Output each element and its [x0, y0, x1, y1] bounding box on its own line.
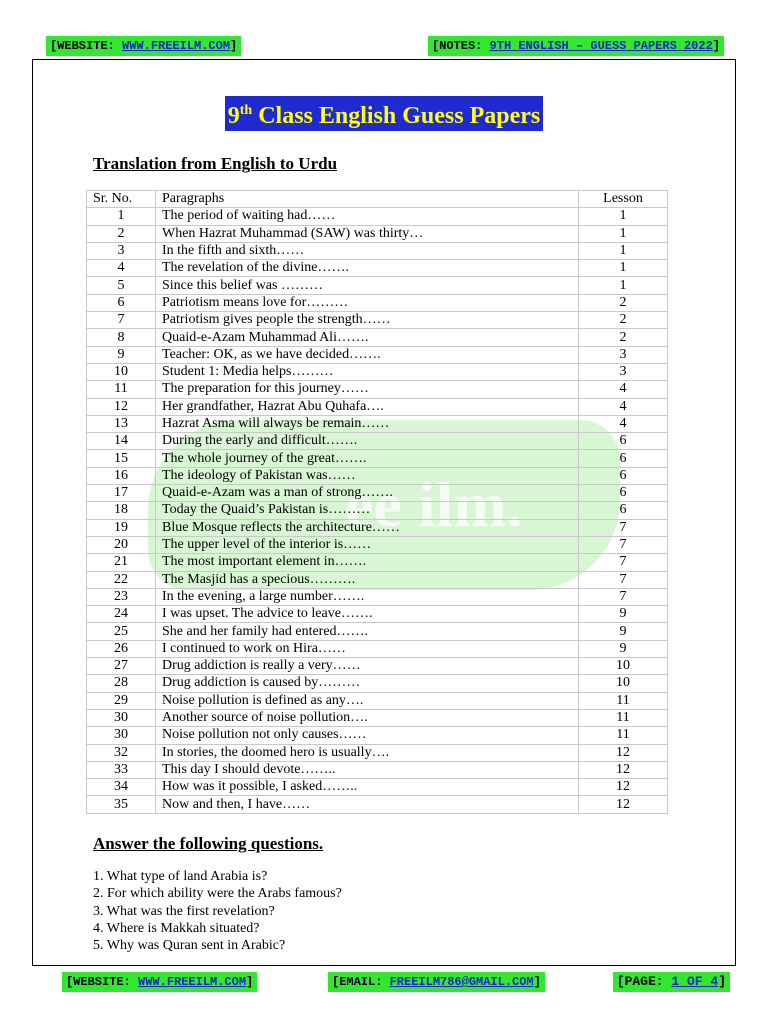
- table-row: [87, 640, 668, 657]
- footer-website-end: ]: [246, 975, 254, 989]
- cell-paragraph: The revelation of the divine…….: [156, 260, 579, 277]
- page-footer: [32, 966, 736, 996]
- footer-website-tag: [62, 972, 257, 992]
- table-row: [87, 277, 668, 294]
- cell-sr-no: 29: [87, 692, 156, 709]
- col-header-paragraphs: Paragraphs: [156, 191, 579, 208]
- cell-paragraph: Blue Mosque reflects the architecture……: [156, 519, 579, 536]
- footer-page-tag: [613, 972, 730, 992]
- cell-sr-no: 27: [87, 658, 156, 675]
- cell-paragraph: The Masjid has a specious……….: [156, 571, 579, 588]
- cell-paragraph: The whole journey of the great…….: [156, 450, 579, 467]
- cell-paragraph: The preparation for this journey……: [156, 381, 579, 398]
- cell-lesson: 12: [579, 779, 668, 796]
- cell-lesson: 1: [579, 242, 668, 259]
- cell-paragraph: Quaid-e-Azam was a man of strong…….: [156, 485, 579, 502]
- header-website-end: ]: [230, 39, 238, 53]
- table-row: [87, 658, 668, 675]
- list-item: 3. What was the first revelation?: [93, 903, 275, 919]
- cell-sr-no: 9: [87, 346, 156, 363]
- table-row: [87, 485, 668, 502]
- cell-lesson: 7: [579, 536, 668, 553]
- cell-sr-no: 23: [87, 588, 156, 605]
- cell-paragraph: Drug addiction is really a very……: [156, 658, 579, 675]
- cell-lesson: 4: [579, 415, 668, 432]
- cell-sr-no: 30: [87, 709, 156, 726]
- cell-sr-no: 16: [87, 467, 156, 484]
- cell-paragraph: The most important element in…….: [156, 554, 579, 571]
- col-header-lesson: Lesson: [579, 191, 668, 208]
- cell-sr-no: 30: [87, 727, 156, 744]
- cell-lesson: 12: [579, 761, 668, 778]
- cell-paragraph: The upper level of the interior is……: [156, 536, 579, 553]
- list-item: 4. Where is Makkah situated?: [93, 920, 260, 936]
- table-row: [87, 502, 668, 519]
- cell-lesson: 6: [579, 467, 668, 484]
- cell-sr-no: 10: [87, 363, 156, 380]
- cell-sr-no: 28: [87, 675, 156, 692]
- table-row: [87, 709, 668, 726]
- cell-sr-no: 18: [87, 502, 156, 519]
- cell-lesson: 7: [579, 588, 668, 605]
- cell-sr-no: 33: [87, 761, 156, 778]
- cell-lesson: 12: [579, 796, 668, 813]
- cell-paragraph: Quaid-e-Azam Muhammad Ali…….: [156, 329, 579, 346]
- section-heading-translation: Translation from English to Urdu: [93, 154, 338, 173]
- cell-lesson: 6: [579, 450, 668, 467]
- cell-paragraph: Teacher: OK, as we have decided…….: [156, 346, 579, 363]
- cell-lesson: 10: [579, 658, 668, 675]
- cell-paragraph: I continued to work on Hira……: [156, 640, 579, 657]
- cell-sr-no: 19: [87, 519, 156, 536]
- cell-lesson: 6: [579, 433, 668, 450]
- cell-lesson: 9: [579, 623, 668, 640]
- header-notes-link[interactable]: 9TH ENGLISH – GUESS PAPERS 2022: [489, 39, 713, 53]
- cell-lesson: 1: [579, 208, 668, 225]
- title-rest: Class English Guess Papers: [252, 103, 541, 129]
- cell-lesson: 4: [579, 381, 668, 398]
- cell-paragraph: In the evening, a large number…….: [156, 588, 579, 605]
- cell-sr-no: 1: [87, 208, 156, 225]
- cell-sr-no: 12: [87, 398, 156, 415]
- cell-lesson: 7: [579, 571, 668, 588]
- cell-paragraph: Another source of noise pollution….: [156, 709, 579, 726]
- table-row: [87, 761, 668, 778]
- header-notes-end: ]: [712, 39, 720, 53]
- cell-paragraph: In stories, the doomed hero is usually….: [156, 744, 579, 761]
- header-website-key: [WEBSITE:: [50, 39, 123, 53]
- list-item: 2. For which ability were the Arabs famous?: [93, 886, 342, 902]
- footer-page-key: [PAGE:: [616, 974, 672, 989]
- cell-paragraph: This day I should devote……..: [156, 761, 579, 778]
- header-notes-key: [NOTES:: [431, 39, 490, 53]
- cell-sr-no: 32: [87, 744, 156, 761]
- cell-paragraph: Drug addiction is caused by………: [156, 675, 579, 692]
- footer-page-end: ]: [718, 974, 726, 989]
- header-website-tag: [46, 36, 241, 56]
- table-row: [87, 208, 668, 225]
- table-row: [87, 796, 668, 813]
- footer-website-key: [WEBSITE:: [66, 975, 139, 989]
- title-wrap: [0, 96, 768, 131]
- cell-sr-no: 24: [87, 606, 156, 623]
- watermark-text: ee ilm.: [345, 469, 523, 540]
- cell-paragraph: How was it possible, I asked……..: [156, 779, 579, 796]
- header-notes-tag: [428, 36, 724, 56]
- table-row: [87, 346, 668, 363]
- cell-paragraph: In the fifth and sixth……: [156, 242, 579, 259]
- list-item: 1. What type of land Arabia is?: [93, 869, 268, 884]
- table-row: [87, 692, 668, 709]
- cell-lesson: 7: [579, 554, 668, 571]
- cell-lesson: 4: [579, 398, 668, 415]
- title-sup: th: [239, 103, 253, 118]
- list-item: 5. Why was Quran sent in Arabic?: [93, 938, 286, 954]
- table-row: [87, 242, 668, 259]
- cell-lesson: 6: [579, 502, 668, 519]
- cell-sr-no: 26: [87, 640, 156, 657]
- cell-lesson: 10: [579, 675, 668, 692]
- table-row: [87, 225, 668, 242]
- table-row: [87, 294, 668, 311]
- cell-lesson: 7: [579, 519, 668, 536]
- cell-paragraph: Today the Quaid’s Pakistan is………: [156, 502, 579, 519]
- cell-sr-no: 35: [87, 796, 156, 813]
- cell-sr-no: 15: [87, 450, 156, 467]
- table-row: [87, 381, 668, 398]
- cell-paragraph: Patriotism gives people the strength……: [156, 312, 579, 329]
- cell-sr-no: 7: [87, 312, 156, 329]
- cell-lesson: 12: [579, 744, 668, 761]
- title-number: 9: [227, 103, 240, 129]
- cell-paragraph: Noise pollution not only causes……: [156, 727, 579, 744]
- paragraphs-table: [86, 190, 668, 814]
- table-row: [87, 433, 668, 450]
- footer-email-tag: [328, 972, 545, 992]
- cell-sr-no: 5: [87, 277, 156, 294]
- table-row: [87, 606, 668, 623]
- questions-list: [93, 868, 342, 954]
- cell-paragraph: Hazrat Asma will always be remain……: [156, 415, 579, 432]
- cell-lesson: 1: [579, 277, 668, 294]
- cell-lesson: 1: [579, 260, 668, 277]
- page-title: [225, 96, 544, 131]
- cell-paragraph: Since this belief was ………: [156, 277, 579, 294]
- header-website-link[interactable]: WWW.FREEILM.COM: [122, 39, 231, 53]
- cell-paragraph: Her grandfather, Hazrat Abu Quhafa….: [156, 398, 579, 415]
- cell-paragraph: She and her family had entered…….: [156, 623, 579, 640]
- cell-paragraph: When Hazrat Muhammad (SAW) was thirty…: [156, 225, 579, 242]
- table-row: [87, 363, 668, 380]
- table-row: [87, 260, 668, 277]
- table-row: [87, 450, 668, 467]
- cell-sr-no: 8: [87, 329, 156, 346]
- cell-paragraph: During the early and difficult…….: [156, 433, 579, 450]
- cell-sr-no: 4: [87, 260, 156, 277]
- page-header: [42, 36, 726, 58]
- table-row: [87, 398, 668, 415]
- cell-sr-no: 11: [87, 381, 156, 398]
- table-row: [87, 779, 668, 796]
- table-row: [87, 623, 668, 640]
- cell-sr-no: 22: [87, 571, 156, 588]
- footer-email-link[interactable]: FREEILM786@GMAIL.COM: [389, 975, 534, 989]
- cell-sr-no: 13: [87, 415, 156, 432]
- cell-sr-no: 21: [87, 554, 156, 571]
- cell-lesson: 1: [579, 225, 668, 242]
- table-row: [87, 312, 668, 329]
- cell-sr-no: 6: [87, 294, 156, 311]
- cell-lesson: 9: [579, 640, 668, 657]
- footer-email-end: ]: [533, 975, 541, 989]
- table-header-row: [87, 191, 668, 208]
- table-row: [87, 519, 668, 536]
- cell-lesson: 11: [579, 727, 668, 744]
- cell-lesson: 3: [579, 363, 668, 380]
- cell-lesson: 9: [579, 606, 668, 623]
- cell-lesson: 3: [579, 346, 668, 363]
- table-row: [87, 536, 668, 553]
- footer-email-key: [EMAIL:: [332, 975, 390, 989]
- cell-paragraph: Noise pollution is defined as any….: [156, 692, 579, 709]
- table-row: [87, 727, 668, 744]
- cell-sr-no: 14: [87, 433, 156, 450]
- table-row: [87, 554, 668, 571]
- table-row: [87, 329, 668, 346]
- footer-website-link[interactable]: WWW.FREEILM.COM: [138, 975, 247, 989]
- cell-paragraph: The period of waiting had……: [156, 208, 579, 225]
- cell-lesson: 6: [579, 485, 668, 502]
- cell-paragraph: Now and then, I have……: [156, 796, 579, 813]
- cell-paragraph: I was upset. The advice to leave…….: [156, 606, 579, 623]
- cell-paragraph: Patriotism means love for………: [156, 294, 579, 311]
- cell-sr-no: 34: [87, 779, 156, 796]
- cell-lesson: 11: [579, 709, 668, 726]
- cell-sr-no: 2: [87, 225, 156, 242]
- cell-sr-no: 20: [87, 536, 156, 553]
- cell-paragraph: Student 1: Media helps………: [156, 363, 579, 380]
- table-row: [87, 744, 668, 761]
- table-row: [87, 675, 668, 692]
- cell-lesson: 11: [579, 692, 668, 709]
- cell-sr-no: 17: [87, 485, 156, 502]
- cell-lesson: 2: [579, 329, 668, 346]
- col-header-sr: Sr. No.: [87, 191, 156, 208]
- cell-sr-no: 3: [87, 242, 156, 259]
- cell-lesson: 2: [579, 312, 668, 329]
- section-heading-questions: Answer the following questions.: [93, 834, 324, 853]
- table-row: [87, 588, 668, 605]
- cell-lesson: 2: [579, 294, 668, 311]
- table-row: [87, 415, 668, 432]
- table-row: [87, 467, 668, 484]
- footer-page-link[interactable]: 1 OF 4: [671, 974, 719, 989]
- table-row: [87, 571, 668, 588]
- cell-sr-no: 25: [87, 623, 156, 640]
- cell-paragraph: The ideology of Pakistan was……: [156, 467, 579, 484]
